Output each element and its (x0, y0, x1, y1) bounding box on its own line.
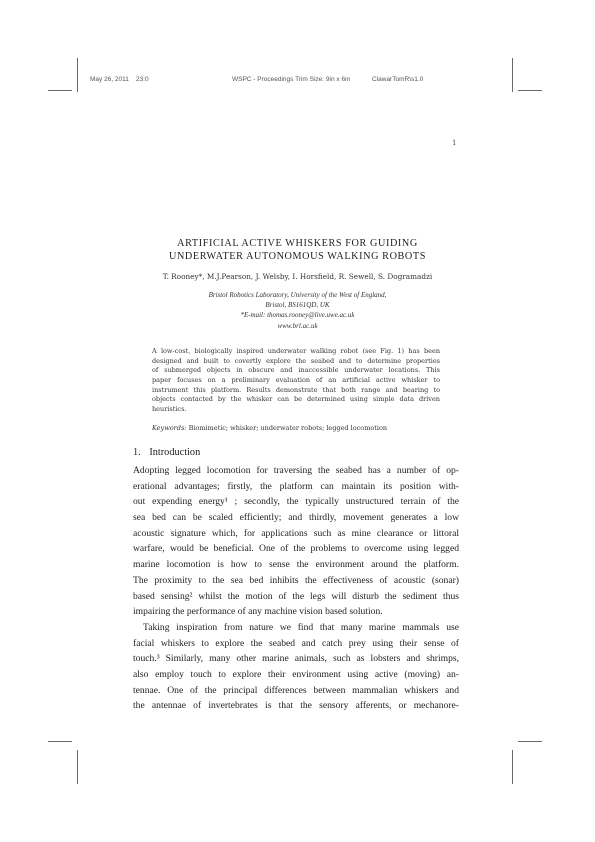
crop-mark (512, 58, 513, 92)
abstract (152, 347, 440, 415)
body-line: The proximity to the sea bed inhibits the effectiveness of acoustic (sonar) (133, 574, 459, 586)
crop-mark (77, 58, 78, 92)
body-line: erational advantages; firstly, the platform can maintain its position with- (133, 480, 459, 492)
affiliation-line: Bristol, BS161QD, UK (265, 301, 330, 310)
abstract-line: heuristics. (152, 405, 187, 414)
crop-mark (518, 741, 542, 742)
body-line: facial whiskers to explore the seabed and catch prey using their sense of (133, 637, 459, 649)
header-trim-size: WSPC - Proceedings Trim Size: 9in x 6in (232, 76, 351, 83)
crop-mark (512, 750, 513, 784)
body-line: sea bed can be scaled efficiently; and thirdly, movement generates a low (133, 512, 459, 524)
keywords-label: Keywords: (152, 424, 187, 432)
body-line: touch.³ Similarly, many other marine animals, such as lobsters and shrimps, (133, 653, 459, 665)
crop-mark (518, 90, 542, 91)
body-text (133, 463, 459, 714)
section-number: 1. (133, 447, 141, 458)
header-filename: ClawarTomR\s1.0 (372, 76, 424, 83)
body-line: acoustic signature which, for applications such as mine clearance or littoral (133, 527, 459, 539)
keywords-text: Biomimetic; whisker; underwater robots; legged locomotion (188, 424, 388, 432)
body-line: out expending energy¹ ; secondly, the typically unstructured terrain of the (133, 496, 459, 508)
keywords (152, 424, 440, 432)
page-number: 1 (452, 139, 457, 147)
abstract-line: designed and built to covertly explore the seabed and to determine properties (152, 356, 440, 365)
affiliation-line: www.brl.ac.uk (277, 321, 318, 330)
section-heading (133, 447, 200, 458)
affiliation-line: Bristol Robotics Laboratory, University of the West of England, (208, 291, 387, 299)
section-title: Introduction (149, 447, 201, 458)
header-date: May 26, 2011 (90, 76, 129, 83)
body-line: marine locomotion is how to sense the environment around the platform. (133, 559, 459, 571)
title-line: ARTIFICIAL ACTIVE WHISKERS FOR GUIDING (177, 238, 418, 249)
paper-title (130, 238, 465, 263)
body-line: also employ touch to explore their environment using active (moving) an- (133, 668, 459, 680)
body-line: Adopting legged locomotion for traversing the seabed has a number of op- (133, 465, 459, 476)
body-line: Taking inspiration from nature we find that many marine mammals use (143, 621, 459, 633)
crop-mark (48, 741, 72, 742)
body-line: based sensing² whilst the motion of the legs will disturb the sediment thus (133, 590, 459, 602)
title-line: UNDERWATER AUTONOMOUS WALKING ROBOTS (169, 250, 426, 262)
affiliation (130, 290, 465, 331)
authors: T. Rooney*, M.J.Pearson, J. Welsby, I. Horsfield, R. Sewell, S. Dogramadzi (162, 272, 433, 281)
abstract-line: A low-cost, biologically inspired underwater walking robot (see Fig. 1) has been (152, 347, 440, 355)
abstract-line: paper focuses on a preliminary evaluation of an artificial active whisker to (152, 376, 440, 385)
affiliation-line: *E-mail: thomas.rooney@live.uwe.ac.uk (240, 311, 355, 320)
body-line: the antennae of invertebrates is that the sensory afferents, or mechanore- (133, 700, 459, 712)
header-time: 23:0 (136, 76, 149, 83)
abstract-line: objects contacted by the whisker can be determined using simple data driven (152, 395, 440, 404)
crop-mark (77, 750, 78, 784)
crop-mark (48, 90, 72, 91)
body-line: tennae. One of the principal differences between mammalian whiskers and (133, 684, 459, 696)
abstract-line: of submerged objects in obscure and inaccessible underwater locations. This (152, 366, 440, 375)
abstract-line: instrument this platform. Results demonstrate that both range and bearing to (152, 385, 440, 394)
body-line: warfare, would be beneficial. One of the problems to overcome using legged (133, 543, 459, 555)
body-line: impairing the performance of any machine vision based solution. (133, 606, 383, 618)
